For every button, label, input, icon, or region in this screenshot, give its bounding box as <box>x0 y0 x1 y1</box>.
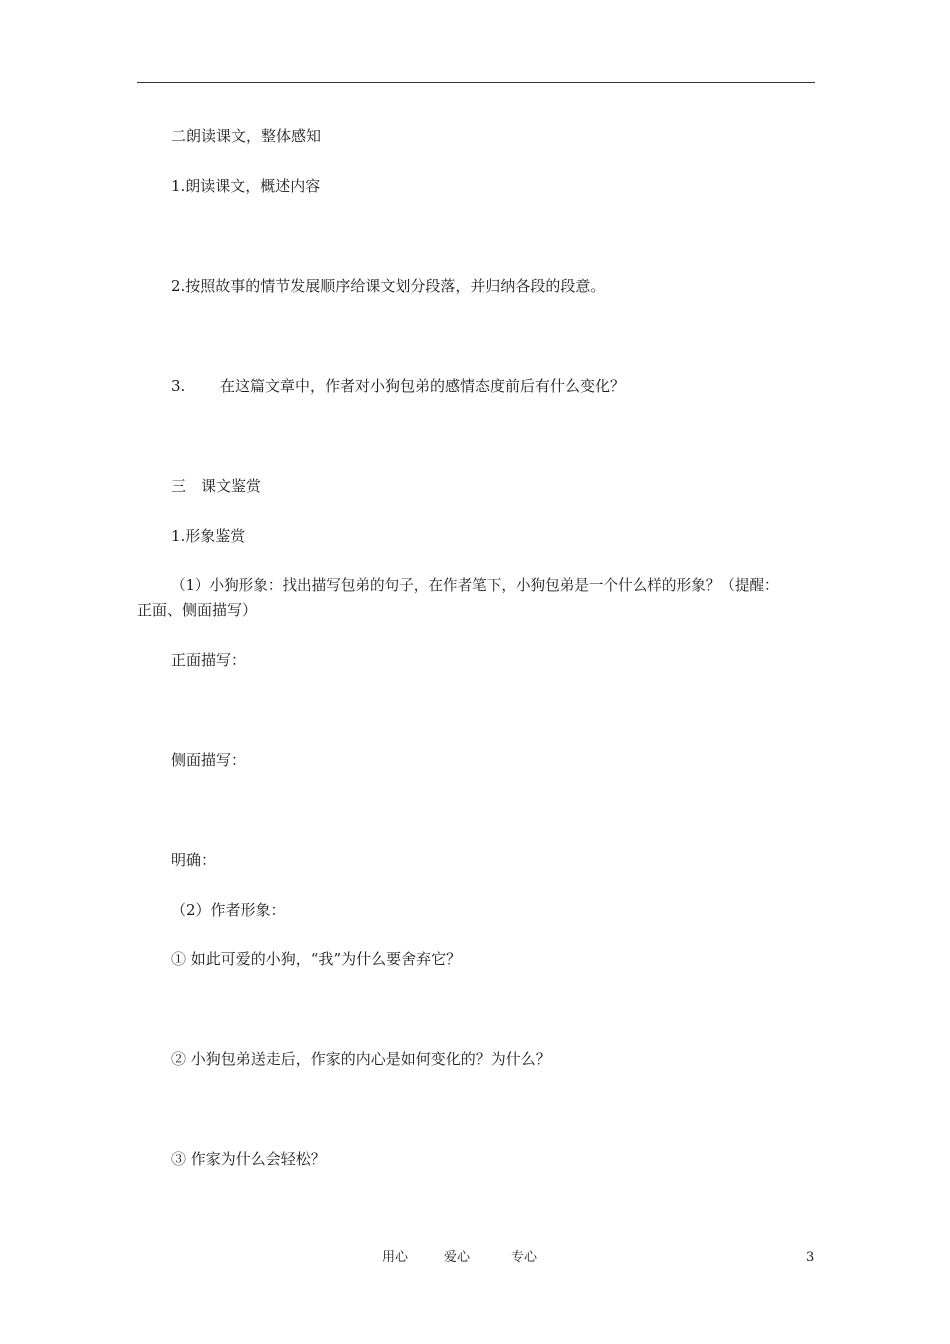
item-1-line-1: （1）小狗形象：找出描写包弟的句子，在作者笔下，小狗包弟是一个什么样的形象？（提醒： <box>171 577 779 594</box>
question-2: 2.按照故事的情节发展顺序给课文划分段落，并归纳各段的段意。 <box>171 277 606 295</box>
side-description-label: 侧面描写： <box>171 751 247 769</box>
section-heading: 三 课文鉴赏 <box>171 477 262 495</box>
question-3-number: 3. <box>171 377 186 395</box>
footer-word-3: 专心 <box>511 1250 538 1265</box>
front-description-label: 正面描写： <box>171 651 247 669</box>
footer-word-1: 用心 <box>382 1250 409 1265</box>
subsection-heading: 1.形象鉴赏 <box>171 527 246 545</box>
question-circle-2: ② 小狗包弟送走后，作家的内心是如何变化的？为什么？ <box>171 1050 551 1068</box>
item-2: （2）作者形象： <box>171 901 286 919</box>
section-heading: 二朗读课文，整体感知 <box>171 127 322 145</box>
question-1: 1.朗读课文，概述内容 <box>171 177 321 195</box>
item-1-line-2: 正面、侧面描写） <box>137 601 258 619</box>
question-3-text: 在这篇文章中，作者对小狗包弟的感情态度前后有什么变化？ <box>220 377 626 395</box>
question-circle-3: ③ 作家为什么会轻松？ <box>171 1150 326 1168</box>
header-rule <box>137 82 815 83</box>
footer-word-2: 爱心 <box>444 1250 471 1265</box>
question-circle-1: ① 如此可爱的小狗，“我”为什么要舍弃它？ <box>171 950 462 968</box>
page-number: 3 <box>806 1250 815 1265</box>
clarify-label: 明确： <box>171 851 217 869</box>
